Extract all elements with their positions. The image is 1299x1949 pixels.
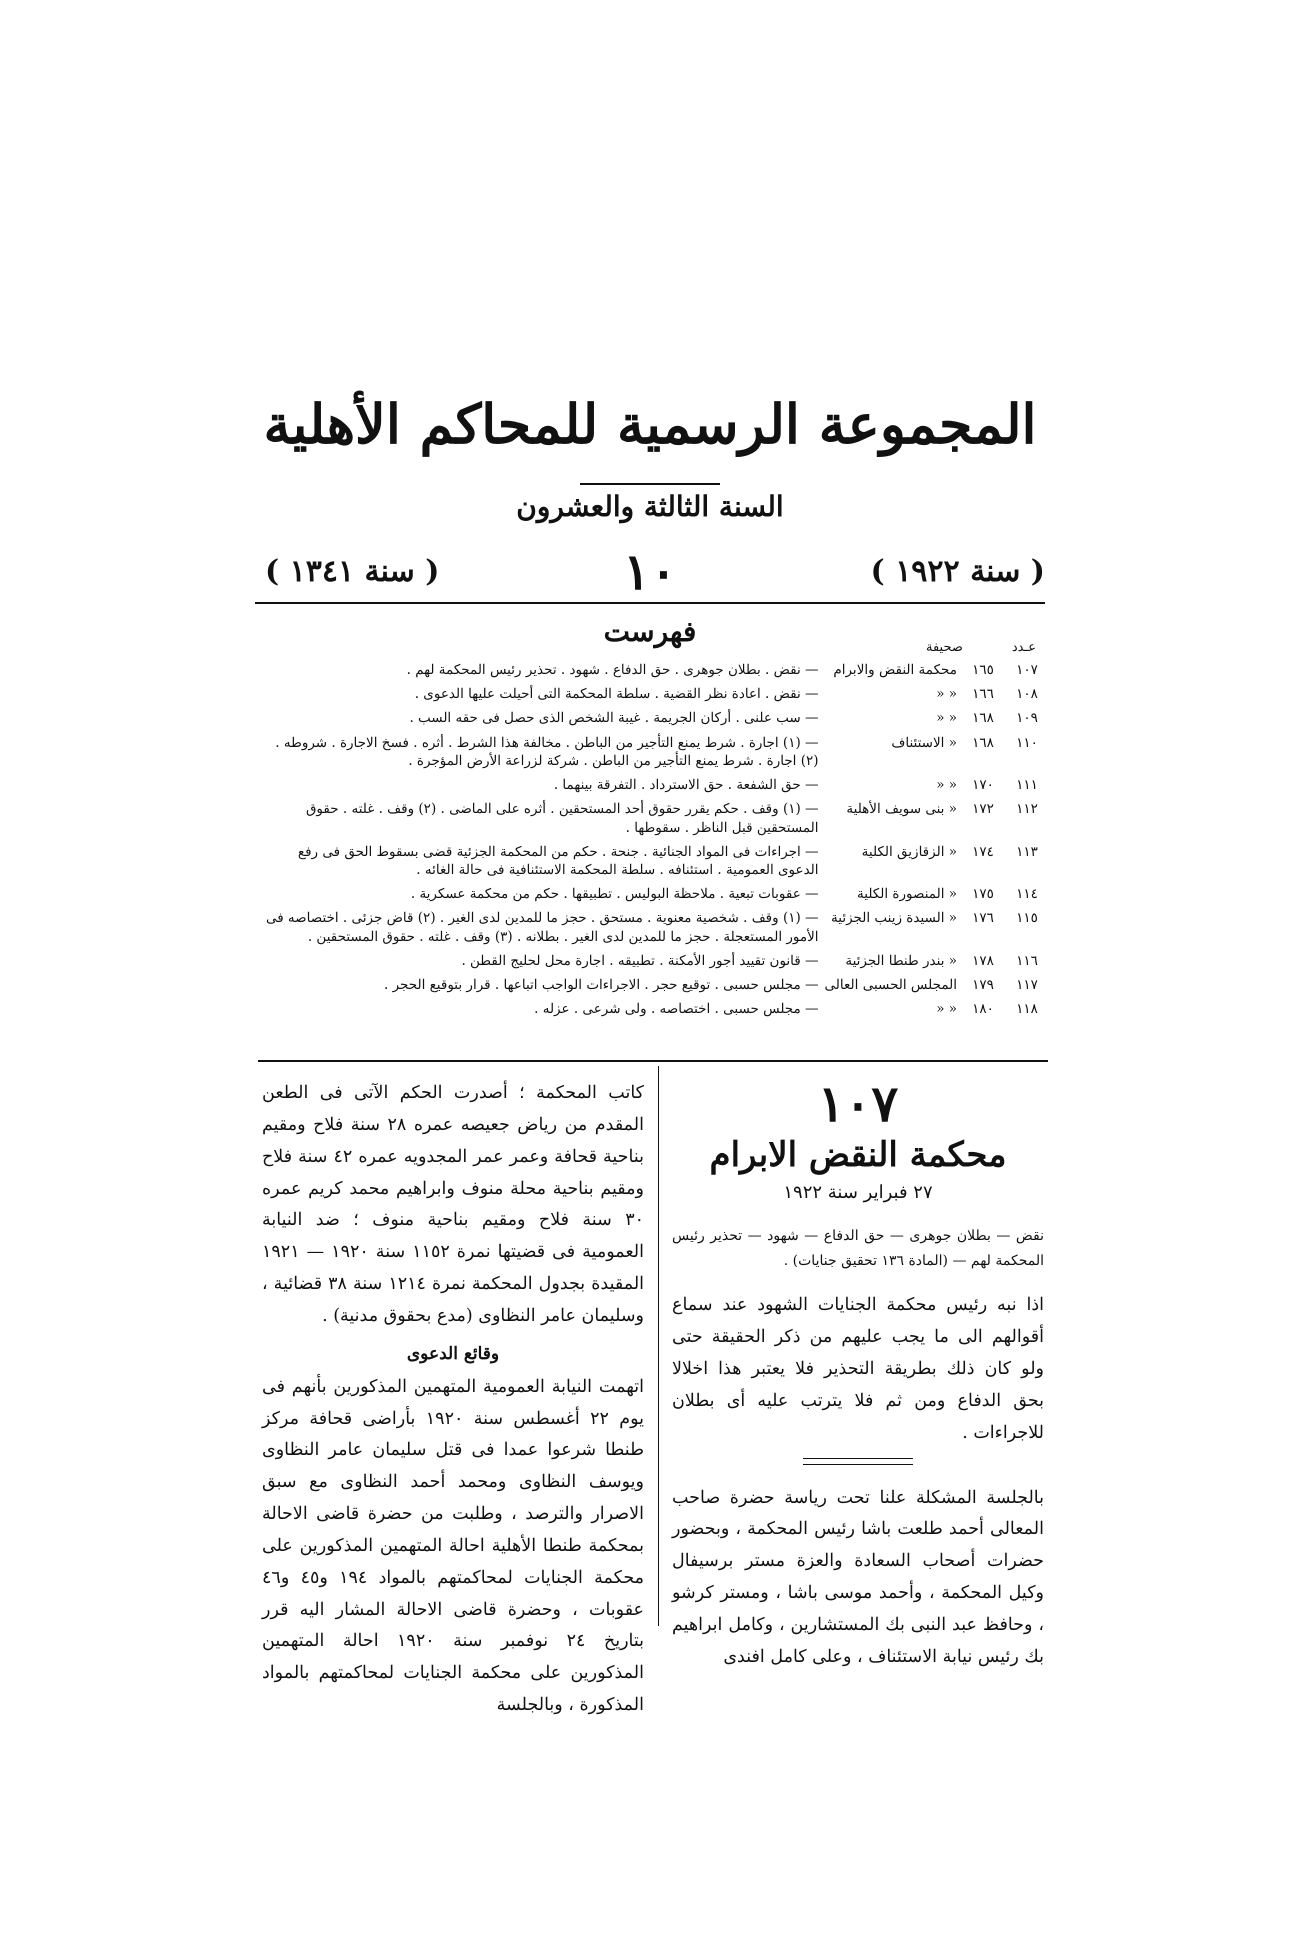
case-court: محكمة النقض الابرام	[709, 1134, 1007, 1175]
index-row-description: — حق الشفعة . حق الاسترداد . التفرقة بينهما .	[553, 777, 819, 794]
index-row-court: « المنصورة الكلية	[857, 886, 957, 903]
index-row	[258, 706, 1048, 730]
issue-rule	[255, 602, 1045, 604]
index-row-court: المجلس الحسبى العالى	[824, 977, 957, 994]
index-title: فهرست	[603, 615, 697, 648]
issue-bar	[255, 542, 1045, 601]
right-column	[672, 1074, 1044, 1674]
case-session: بالجلسة المشكلة علنا تحت رياسة حضرة صاحب المعالى أحمد طلعت باشا رئيس المحكمة ، وبحضور حضرات أصحاب السعادة والعزة مستر برسيفال وكيل المحكمة ، وأحمد موسى باشا ، ومستر كرشو ، وحافظ عبد النبى بك المستشارين ، وكامل ابراهيم بك رئيس نيابة الاستئناف ، وعلى كامل افندى	[672, 1487, 1044, 1667]
index-row-description: — اجراءات فى المواد الجنائية . جنحة . حكم من المحكمة الجزئية قضى بسقوط الحق فى رفع الدعوى العمومية . استئنافه . سلطة المحكمة الاستئنافية فى حالة الغائه .	[297, 843, 819, 878]
columns-top-rule	[258, 1060, 1048, 1062]
case-summary: اذا نبه رئيس محكمة الجنايات الشهود عند سماع أقوالهم الى ما يجب عليهم من ذكر الحقيقة حتى ولو كان ذلك بطريقة التحذير فلا يعتبر هذا اخلالا بحق الدفاع ومن ثم فلا يترتب عليه أى بطلان للاجراءات .	[672, 1295, 1044, 1443]
index-row-number: ١١٤	[1016, 886, 1038, 903]
journal-subtitle: السنة الثالثة والعشرون	[516, 490, 784, 523]
index-row	[258, 773, 1048, 797]
index-row-description: — مجلس حسبى . اختصاصه . ولى شرعى . عزله .	[534, 1001, 819, 1018]
index-col-page: صحيفة	[926, 640, 963, 655]
index-row-court: « «	[936, 710, 957, 727]
index-row-description: — نقض . بطلان جوهرى . حق الدفاع . شهود . تحذير رئيس المحكمة لهم .	[406, 662, 819, 678]
left-column	[262, 1078, 644, 1722]
index-row-description: — (١) اجارة . شرط يمنع التأجير من الباطن . مخالفة هذا الشرط . أثره . فسخ الاجارة . شروطه . (٢) اجارة . شرط يمنع التأجير من الباطن . شركة لزراعة الأرض المؤجرة .	[275, 734, 819, 769]
index-row-page: ١٦٨	[972, 710, 994, 727]
index-row-page: ١٧٠	[972, 777, 994, 794]
index-row-page: ١٦٥	[972, 662, 994, 678]
index-row-page: ١٧٨	[972, 952, 994, 969]
index-row	[258, 682, 1048, 706]
index-row-description: — عقوبات تبعية . ملاحظة البوليس . تطبيقها . حكم من محكمة عسكرية .	[410, 886, 819, 903]
case-date: ٢٧ فبراير سنة ١٩٢٢	[783, 1182, 933, 1204]
index-row-page: ١٨٠	[972, 1001, 994, 1018]
title-divider	[580, 483, 720, 485]
index-row-description: — قانون تقييد أجور الأمكنة . تطبيقه . اجارة محل لحليج القطن .	[461, 952, 819, 969]
index-row-page: ١٧٤	[972, 843, 994, 860]
index-row-number: ١٠٧	[1016, 662, 1038, 678]
index-row-page: ١٦٦	[972, 686, 994, 703]
index-row-court: « بندر طنطا الجزئية	[845, 952, 957, 969]
journal-title: المجموعة الرسمية للمحاكم الأهلية	[263, 392, 1037, 456]
index-table	[258, 658, 1048, 1022]
column-divider	[658, 1066, 659, 1626]
index-row-description: — سب علنى . أركان الجريمة . غيبة الشخص الذى حصل فى حقه السب .	[409, 710, 819, 727]
issue-number: ١٠	[623, 542, 677, 601]
index-row	[258, 906, 1048, 948]
index-row-court: « الزقازيق الكلية	[861, 843, 957, 860]
index-row-page: ١٧٩	[972, 977, 994, 994]
index-row-description: — مجلس حسبى . توقيع حجر . الاجراءات الواجب اتباعها . قرار بتوقيع الحجر .	[384, 977, 819, 994]
index-row	[258, 973, 1048, 997]
index-row-page: ١٧٦	[972, 910, 994, 927]
issue-year-ah: ( سنة ١٣٤١ )	[265, 554, 440, 589]
index-row-court: « «	[936, 777, 957, 794]
index-row	[258, 731, 1048, 773]
index-column-headers	[926, 640, 1036, 655]
case-facts: اتهمت النيابة العمومية المتهمين المذكورين بأنهم فى يوم ٢٢ أغسطس سنة ١٩٢٠ بأراضى قحافة مركز طنطا شرعوا عمدا فى قتل سليمان عامر النظاوى ويوسف النظاوى ومحمد أحمد النظاوى مع سبق الاصرار والترصد ، وطلبت من حضرة قاضى الاحالة بمحكمة طنطا الأهلية احالة المتهمين المذكورين على محكمة الجنايات لمحاكمتهم بالمواد ١٩٤ و٤٥ و٤٦ عقوبات ، وحضرة قاضى الاحالة المشار اليه قرر بتاريخ ٢٤ نوفمبر سنة ١٩٢٠ احالة المتهمين المذكورين على محكمة الجنايات لمحاكمتهم بالمواد المذكورة ، وبالجلسة	[262, 1376, 645, 1716]
index-row-court: « «	[936, 686, 957, 703]
index-row-description: — نقض . اعادة نظر القضية . سلطة المحكمة التى أحيلت عليها الدعوى .	[414, 686, 819, 703]
index-col-number: عـدد	[1011, 640, 1036, 655]
case-intro: كاتب المحكمة ؛ أصدرت الحكم الآتى فى الطعن المقدم من رياض جعيصه عمره ٢٨ سنة فلاح ومقيم بناحية قحافة وعمر عمر المجدويه عمره ٤٢ سنة فلاح ومقيم بناحية محلة منوف وابراهيم محمد كريم عمره ٣٠ سنة فلاح ومقيم بناحية منوف ؛ ضد النيابة العمومية فى قضيتها نمرة ١١٥٢ سنة ١٩٢٠ — ١٩٢١ المقيدة بجدول المحكمة نمرة ١٢١٤ سنة ٣٨ قضائية ، وسليمان عامر النظاوى (مدع بحقوق مدنية) .	[262, 1083, 645, 1326]
index-row-number: ١١٧	[1016, 977, 1038, 994]
case-keywords: نقض — بطلان جوهرى — حق الدفاع — شهود — تحذير رئيس المحكمة لهم — (المادة ١٣٦ تحقيق جنايات) .	[672, 1228, 1044, 1270]
facts-heading: وقائع الدعوى	[406, 1343, 500, 1364]
index-row-court: « بنى سويف الأهلية	[846, 801, 957, 818]
index-row-court: « «	[936, 1001, 957, 1018]
index-row-page: ١٦٨	[972, 734, 994, 751]
index-row	[258, 949, 1048, 973]
index-row-number: ١١٢	[1016, 801, 1038, 818]
double-rule	[803, 1458, 913, 1465]
index-row	[258, 658, 1048, 682]
index-row-number: ١١١	[1016, 777, 1038, 794]
index-row-description: — (١) وقف . شخصية معنوية . مستحق . حجز ما للمدين لدى الغير . (٢) قاض جزئى . اختصاصه فى الأمور المستعجلة . حجز ما للمدين لدى الغير . بطلانه . (٣) وقف . غلته . حقوق المستحقين .	[265, 910, 819, 945]
issue-year-ad: ( سنة ١٩٢٢ )	[870, 554, 1045, 589]
index-row-number: ١٠٨	[1016, 686, 1038, 703]
index-row-number: ١١٨	[1016, 1001, 1038, 1018]
index-row-page: ١٧٢	[972, 801, 994, 818]
index-row-description: — (١) وقف . حكم يقرر حقوق أحد المستحقين . أثره على الماضى . (٢) وقف . غلته . حقوق المستحقين قبل الناظر . سقوطها .	[305, 801, 819, 836]
index-row-number: ١٠٩	[1016, 710, 1038, 727]
index-row	[258, 997, 1048, 1021]
index-row	[258, 840, 1048, 882]
index-row-number: ١١٣	[1016, 843, 1038, 860]
index-row-number: ١١٠	[1016, 734, 1038, 751]
index-row-number: ١١٥	[1016, 910, 1038, 927]
case-number: ١٠٧	[817, 1074, 899, 1133]
index-row-court: « السيدة زينب الجزئية	[831, 910, 957, 927]
index-row-court: محكمة النقض والابرام	[833, 662, 957, 678]
index-row-number: ١١٦	[1016, 952, 1038, 969]
index-row-page: ١٧٥	[972, 886, 994, 903]
index-row	[258, 797, 1048, 839]
index-row	[258, 882, 1048, 906]
index-row-court: « الاستئناف	[891, 734, 957, 751]
